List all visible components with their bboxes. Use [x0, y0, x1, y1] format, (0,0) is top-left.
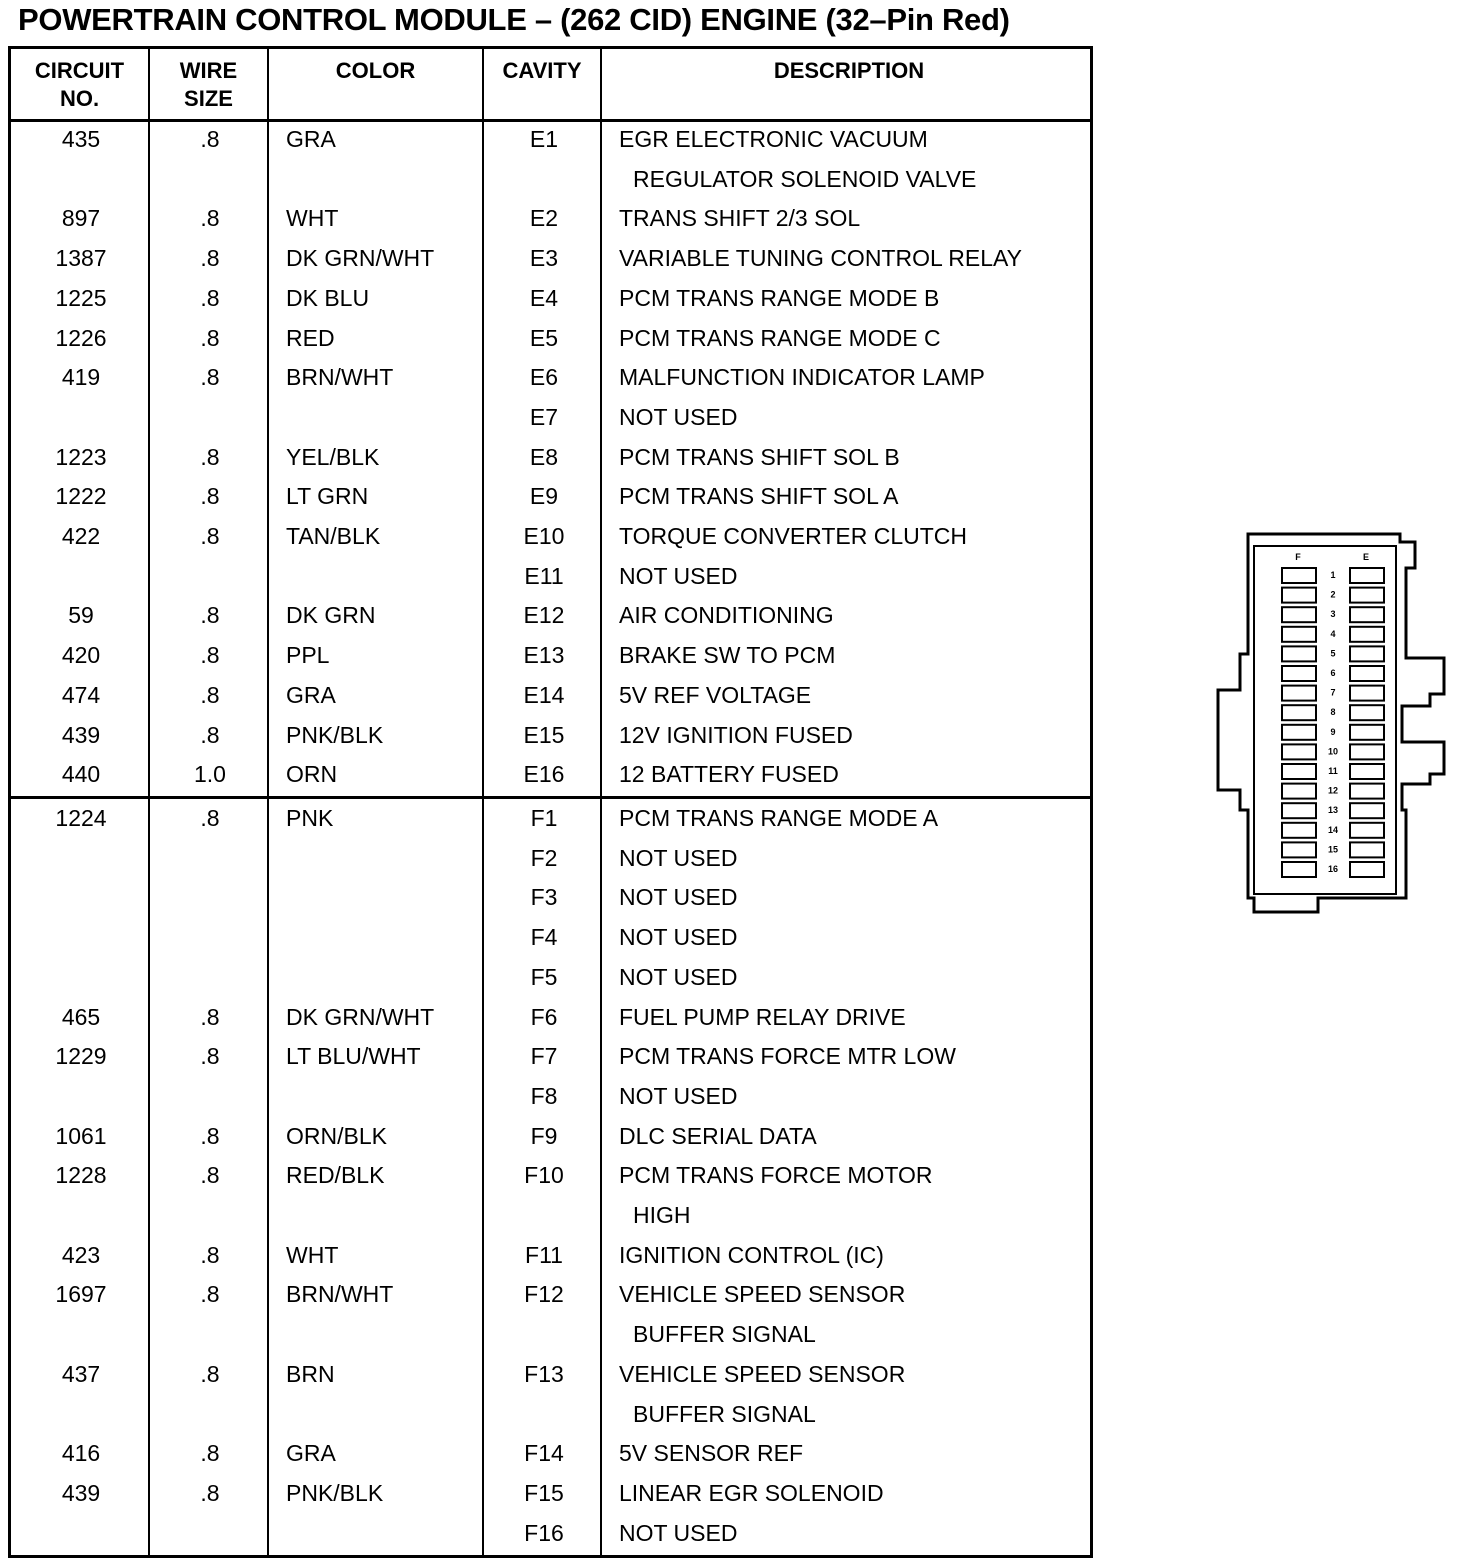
circuit-number: 423	[61, 1241, 101, 1268]
description: NOT USED	[619, 1082, 738, 1109]
description: FUEL PUMP RELAY DRIVE	[619, 1003, 906, 1030]
wire-size: .8	[200, 1003, 220, 1030]
circuit-number: 435	[61, 126, 101, 152]
pin-cavity-e	[1350, 803, 1384, 818]
description: HIGH	[633, 1202, 691, 1228]
circuit-number: 1228	[55, 1162, 107, 1189]
cavity: E3	[529, 245, 559, 272]
description: NOT USED	[619, 844, 738, 871]
pin-cavity-f	[1282, 646, 1316, 661]
wire-size: .8	[200, 602, 220, 629]
wire-size: .8	[200, 1122, 220, 1149]
wire-color: BRN/WHT	[286, 1281, 394, 1308]
wire-size: .8	[200, 1479, 220, 1506]
wire-color: BRN/WHT	[286, 364, 394, 391]
description: PCM TRANS RANGE MODE C	[619, 324, 941, 351]
description: 5V SENSOR REF	[619, 1440, 804, 1467]
pin-number: 3	[1330, 609, 1336, 620]
cavity: E4	[529, 284, 559, 311]
wire-color: WHT	[286, 205, 339, 232]
circuit-number: 897	[61, 205, 101, 232]
pin-cavity-e	[1350, 862, 1384, 877]
pin-number: 12	[1327, 785, 1339, 796]
cavity: E13	[523, 642, 565, 669]
wire-color: PNK/BLK	[286, 721, 384, 748]
pin-cavity-f	[1282, 784, 1316, 799]
wire-size: .8	[200, 523, 220, 549]
description: AIR CONDITIONING	[619, 602, 834, 629]
wire-color: DK GRN/WHT	[286, 245, 435, 272]
pin-cavity-e	[1350, 646, 1384, 661]
pin-cavity-e	[1350, 784, 1384, 799]
wire-color: GRA	[286, 1440, 336, 1467]
description: PCM TRANS SHIFT SOL B	[619, 443, 900, 470]
pin-cavity-f	[1282, 764, 1316, 779]
wire-size: .8	[200, 1241, 220, 1268]
cavity: F6	[530, 1003, 558, 1030]
pin-number: 11	[1328, 766, 1338, 776]
page-title: POWERTRAIN CONTROL MODULE – (262 CID) ENGINE (32–Pin Red)	[18, 2, 1010, 37]
wire-size: .8	[200, 284, 220, 311]
wire-size: .8	[200, 1440, 220, 1467]
cavity: E5	[529, 324, 559, 351]
wire-color: YEL/BLK	[286, 443, 380, 470]
description: NOT USED	[619, 924, 738, 951]
description: MALFUNCTION INDICATOR LAMP	[619, 364, 985, 391]
cavity: E2	[529, 205, 559, 232]
pin-cavity-f	[1282, 627, 1316, 642]
description: REGULATOR SOLENOID VALVE	[633, 165, 977, 192]
wire-color: PNK/BLK	[286, 1479, 384, 1506]
cavity: E10	[523, 523, 565, 549]
circuit-number: 474	[61, 681, 101, 708]
cavity: E7	[529, 403, 559, 430]
wire-color: TAN/BLK	[286, 523, 381, 549]
description: NOT USED	[619, 1519, 738, 1546]
cavity: F11	[525, 1241, 563, 1268]
wire-size: .8	[200, 364, 220, 391]
column-divider	[482, 49, 484, 1555]
circuit-number: 420	[61, 642, 101, 669]
column-divider	[267, 49, 269, 1555]
cavity: E9	[529, 483, 559, 510]
description: DLC SERIAL DATA	[619, 1122, 817, 1149]
pin-cavity-f	[1282, 823, 1316, 838]
circuit-number: 437	[61, 1360, 101, 1387]
pin-cavity-e	[1350, 627, 1384, 642]
description: PCM TRANS SHIFT SOL A	[619, 483, 899, 510]
cavity: F9	[530, 1122, 558, 1149]
pin-cavity-f	[1282, 725, 1316, 740]
wire-size: .8	[200, 805, 220, 831]
pin-number: 13	[1327, 805, 1339, 816]
description: TRANS SHIFT 2/3 SOL	[619, 205, 861, 232]
header-cavity: CAVITY	[502, 58, 582, 83]
pin-cavity-f	[1282, 744, 1316, 759]
wire-size: .8	[200, 1043, 220, 1070]
wire-size: .8	[200, 245, 220, 272]
connector-column-e: E	[1362, 552, 1370, 562]
pin-cavity-e	[1350, 588, 1384, 603]
circuit-number: 416	[61, 1440, 101, 1467]
circuit-number: 422	[61, 523, 101, 549]
pin-cavity-f	[1282, 666, 1316, 681]
description: TORQUE CONVERTER CLUTCH	[619, 523, 968, 549]
description: VEHICLE SPEED SENSOR	[619, 1360, 906, 1387]
wire-color: GRA	[286, 681, 336, 708]
circuit-number: 1061	[55, 1122, 107, 1149]
pin-number: 5	[1330, 648, 1336, 659]
description: NOT USED	[619, 562, 738, 589]
pin-number: 14	[1327, 824, 1339, 835]
cavity: F8	[530, 1082, 558, 1109]
wire-size: .8	[200, 681, 220, 708]
circuit-number: 465	[61, 1003, 101, 1030]
cavity: E16	[523, 761, 565, 788]
description: BRAKE SW TO PCM	[619, 642, 836, 669]
cavity: F3	[530, 884, 558, 911]
cavity: E1	[529, 126, 559, 152]
cavity: E8	[529, 443, 559, 470]
pin-number: 16	[1327, 864, 1339, 874]
pin-number: 7	[1330, 687, 1336, 698]
wire-color: PNK	[286, 805, 334, 831]
wire-color: RED	[286, 324, 335, 351]
circuit-number: 439	[61, 721, 101, 748]
wire-color: WHT	[286, 1241, 339, 1268]
pin-cavity-e	[1350, 725, 1384, 740]
description: NOT USED	[619, 963, 738, 990]
connector-diagram	[1210, 528, 1460, 918]
circuit-number: 439	[61, 1479, 101, 1506]
cavity: F4	[530, 924, 558, 951]
pin-cavity-e	[1350, 686, 1384, 701]
wire-size: .8	[200, 1360, 220, 1387]
pin-number: 15	[1327, 844, 1339, 855]
cavity: F13	[524, 1360, 564, 1387]
header-description: DESCRIPTION	[773, 58, 925, 83]
description: BUFFER SIGNAL	[633, 1321, 816, 1348]
column-divider	[600, 49, 602, 1555]
wire-color: DK GRN	[286, 602, 376, 629]
pin-cavity-f	[1282, 862, 1316, 877]
wire-size: 1.0	[194, 761, 226, 788]
wire-color: LT BLU/WHT	[286, 1043, 421, 1070]
circuit-number: 1223	[55, 443, 107, 470]
pin-cavity-e	[1350, 705, 1384, 720]
cavity: F15	[524, 1479, 564, 1506]
pin-cavity-f	[1282, 842, 1316, 857]
pin-cavity-e	[1350, 823, 1384, 838]
header-divider	[11, 119, 1090, 122]
description: PCM TRANS RANGE MODE A	[619, 805, 939, 831]
pin-number: 10	[1327, 746, 1339, 757]
description: LINEAR EGR SOLENOID	[619, 1479, 884, 1506]
circuit-number: 1697	[55, 1281, 107, 1308]
wire-size: .8	[200, 1162, 220, 1189]
cavity: F5	[530, 963, 558, 990]
wire-color: BRN	[286, 1360, 335, 1387]
description: 5V REF VOLTAGE	[619, 681, 812, 708]
pin-cavity-f	[1282, 705, 1316, 720]
description: PCM TRANS FORCE MOTOR	[619, 1162, 933, 1189]
description: IGNITION CONTROL (IC)	[619, 1241, 884, 1268]
pin-cavity-f	[1282, 568, 1316, 583]
circuit-number: 1229	[55, 1043, 107, 1070]
pin-cavity-f	[1282, 607, 1316, 622]
description: 12V IGNITION FUSED	[619, 721, 853, 748]
wire-size: .8	[200, 324, 220, 351]
wire-size: .8	[200, 126, 220, 152]
wire-color: GRA	[286, 126, 336, 152]
pin-cavity-e	[1350, 764, 1384, 779]
wire-color: DK BLU	[286, 284, 370, 311]
description: EGR ELECTRONIC VACUUM	[619, 126, 928, 152]
cavity: E15	[523, 721, 565, 748]
cavity: F10	[524, 1162, 564, 1189]
connector-column-f: F	[1295, 552, 1301, 562]
pin-number: 8	[1330, 707, 1336, 718]
cavity: F16	[524, 1519, 564, 1546]
cavity: F14	[524, 1440, 564, 1467]
wire-size: .8	[200, 443, 220, 470]
wire-size: .8	[200, 205, 220, 232]
pin-cavity-f	[1282, 803, 1316, 818]
circuit-number: 1224	[55, 805, 107, 831]
description: PCM TRANS RANGE MODE B	[619, 284, 940, 311]
pin-cavity-e	[1350, 607, 1384, 622]
header-circuit: CIRCUIT NO.	[34, 58, 125, 111]
cavity: F7	[530, 1043, 558, 1070]
pin-cavity-e	[1350, 568, 1384, 583]
cavity: E12	[523, 602, 565, 629]
cavity: E14	[523, 681, 565, 708]
cavity: F1	[530, 805, 558, 831]
header-color: COLOR	[335, 58, 416, 83]
pin-cavity-e	[1350, 666, 1384, 681]
pin-cavity-e	[1350, 842, 1384, 857]
circuit-number: 440	[61, 761, 101, 788]
pin-number: 4	[1330, 628, 1336, 639]
circuit-number: 419	[61, 364, 101, 391]
wire-size: .8	[200, 483, 220, 510]
description: PCM TRANS FORCE MTR LOW	[619, 1043, 956, 1070]
wire-size: .8	[200, 721, 220, 748]
section-divider	[11, 796, 1090, 799]
description: 12 BATTERY FUSED	[619, 761, 839, 788]
column-divider	[148, 49, 150, 1555]
wire-size: .8	[200, 642, 220, 669]
wire-color: RED/BLK	[286, 1162, 385, 1189]
cavity: F12	[524, 1281, 564, 1308]
cavity: E11	[524, 562, 564, 589]
description: VEHICLE SPEED SENSOR	[619, 1281, 906, 1308]
header-wire-size: WIRE SIZE	[179, 58, 238, 111]
wire-color: PPL	[286, 642, 330, 669]
wire-color: DK GRN/WHT	[286, 1003, 435, 1030]
cavity: E6	[529, 364, 559, 391]
pin-cavity-e	[1350, 744, 1384, 759]
circuit-number: 59	[68, 602, 94, 629]
description: NOT USED	[619, 403, 738, 430]
wire-size: .8	[200, 1281, 220, 1308]
pin-number: 9	[1330, 726, 1336, 737]
pinout-table	[8, 46, 1093, 1558]
circuit-number: 1226	[55, 324, 107, 351]
pin-cavity-f	[1282, 686, 1316, 701]
pin-number: 2	[1330, 589, 1336, 600]
circuit-number: 1222	[55, 483, 107, 510]
description: NOT USED	[619, 884, 738, 911]
wire-color: LT GRN	[286, 483, 369, 510]
wire-color: ORN/BLK	[286, 1122, 387, 1149]
description: VARIABLE TUNING CONTROL RELAY	[619, 245, 1023, 272]
pin-number: 6	[1330, 668, 1336, 678]
pin-number: 1	[1330, 570, 1336, 580]
description: BUFFER SIGNAL	[633, 1400, 816, 1427]
circuit-number: 1225	[55, 284, 107, 311]
circuit-number: 1387	[55, 245, 107, 272]
pin-cavity-f	[1282, 588, 1316, 603]
wire-color: ORN	[286, 761, 338, 788]
cavity: F2	[530, 844, 558, 871]
